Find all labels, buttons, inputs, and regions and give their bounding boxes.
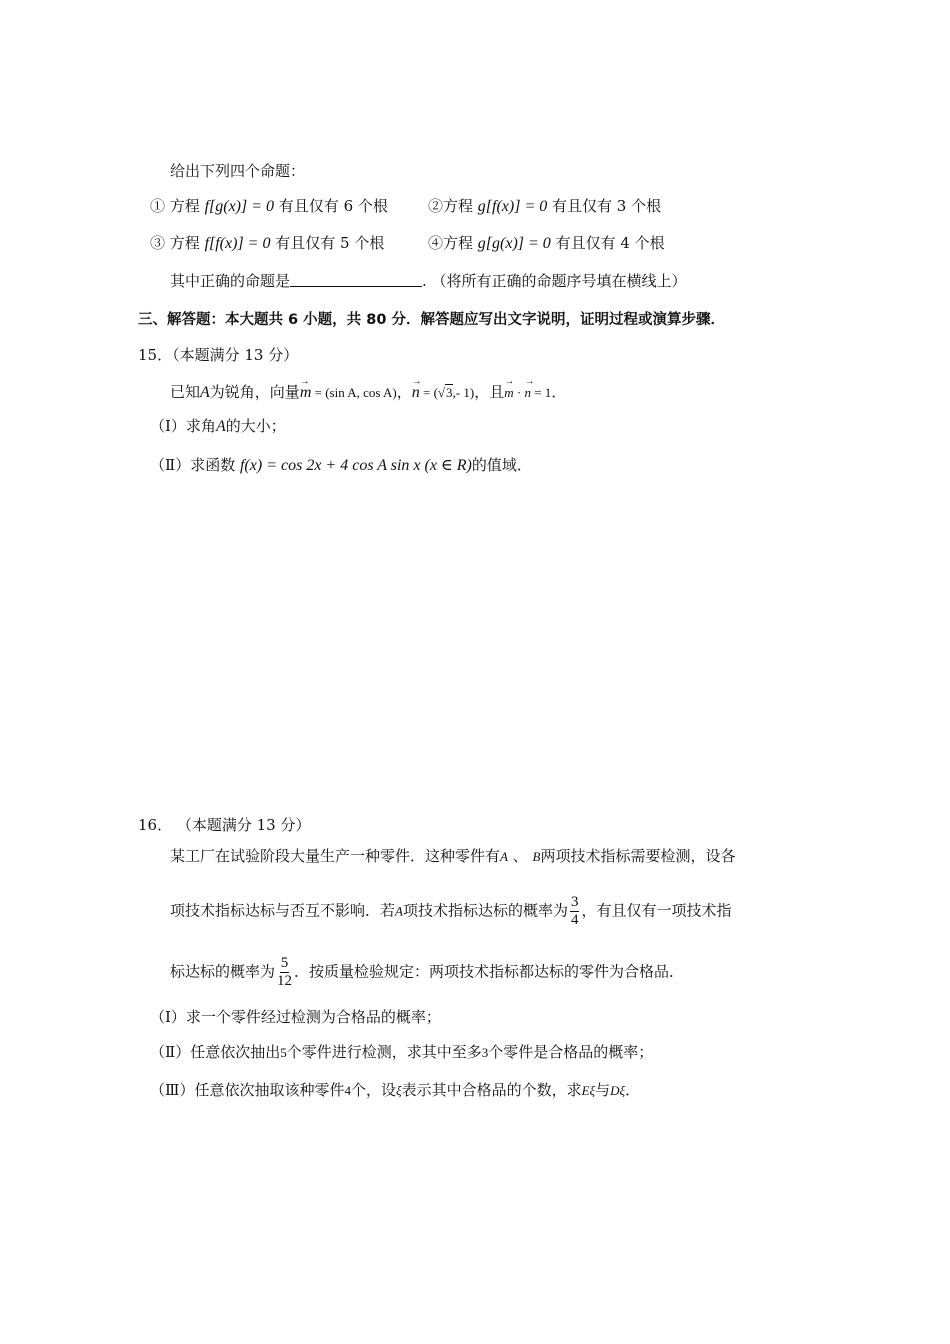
prop4-text: 有且仅有 4 个根 [555, 234, 665, 252]
q16-p3-mid: 个，设 [350, 1081, 396, 1099]
q16-line-3 [170, 955, 684, 990]
q16-p3-variance: Dξ [610, 1083, 626, 1098]
q15-comma: ， [396, 383, 412, 401]
fraction-3-4-denominator: 4 [570, 912, 579, 928]
q16-l1-end: 两项技术指标需要检测，设各 [540, 847, 736, 865]
proposition-3 [150, 233, 384, 254]
q15-stem-pre: 已知 [170, 383, 201, 401]
q16-p2-text: （Ⅱ）任意依次抽出 [150, 1043, 281, 1061]
intro-text: 给出下列四个命题： [170, 162, 306, 180]
q16-var-b: B [532, 849, 541, 864]
vector-m-value: = (sin A, cos A) [311, 385, 397, 400]
q15-part2-expr: f(x) = cos 2x + 4 cos A sin x (x ∈ R) [239, 457, 472, 474]
q16-part1: （Ⅰ）求一个零件经过检测为合格品的概率； [150, 1008, 441, 1026]
q16-p3-expectation: Eξ [581, 1083, 596, 1098]
q16-l2-end: ，有且仅有一项技术指 [581, 901, 732, 920]
vector-n-open: = ( [419, 385, 438, 400]
prop4-expr: g[g(x)] = 0 [477, 235, 551, 252]
q16-p2-max: 3 [481, 1045, 489, 1060]
q16-p2-count: 5 [280, 1045, 287, 1060]
q15-stem-mid: 为锐角，向量 [209, 383, 300, 401]
fraction-3-4-numerator: 3 [570, 894, 579, 910]
section-heading: 三、解答题：本大题共 6 小题，共 80 分．解答题应写出文字说明，证明过程或演算步骤． [138, 312, 725, 328]
fraction-5-12 [277, 955, 292, 990]
q15-stem [170, 382, 566, 403]
prop2-expr: g[f(x)] = 0 [477, 198, 548, 215]
prop1-text: 有且仅有 6 个根 [278, 197, 388, 215]
q16-sep: 、 [512, 847, 528, 865]
q15-part1 [150, 416, 286, 437]
q16-l2-mid: 项技术指标达标的概率为 [402, 901, 568, 920]
q16-l2-var-a: A [395, 903, 403, 919]
q15-end: ． [551, 383, 567, 401]
dot-operator: · [513, 385, 525, 400]
prop4-label: ④方程 [428, 234, 474, 252]
q16-l1-text: 某工厂在试验阶段大量生产一种零件．这种零件有 [170, 847, 501, 865]
q16-l2-text: 项技术指标达标与否互不影响．若 [170, 901, 396, 920]
q16-number: 16． [138, 816, 173, 834]
prop1-expr: f[g(x)] = 0 [204, 198, 275, 215]
q15-part1-end: 的大小； [225, 417, 286, 435]
q16-line-1 [170, 846, 736, 867]
q15-points: （本题满分 13 分） [172, 346, 299, 364]
proposition-4 [428, 233, 665, 254]
q16-header [138, 815, 311, 835]
q15-part1-var: A [215, 418, 226, 435]
q16-part3 [150, 1080, 640, 1101]
q16-part2 [150, 1042, 653, 1063]
vector-n-close: ,- 1) [452, 385, 475, 400]
q16-l3-text: 标达标的概率为 [170, 962, 276, 981]
prop2-text: 有且仅有 3 个根 [552, 197, 662, 215]
vector-n-dot: → n [524, 383, 531, 403]
q15-part2 [150, 455, 532, 476]
q16-var-a: A [500, 849, 508, 864]
prop3-label: ③ 方程 [150, 234, 200, 252]
fraction-5-12-numerator: 5 [280, 955, 289, 971]
q15-header [138, 345, 298, 365]
q15-var-a: A [200, 384, 210, 401]
q16-line-2 [170, 894, 732, 929]
q15-cond-pre: ，且 [474, 383, 505, 401]
fraction-3-4 [570, 894, 580, 929]
prop2-label: ②方程 [428, 197, 474, 215]
q16-p3-count: 4 [344, 1083, 351, 1098]
q16-p3-and: 与 [595, 1081, 611, 1099]
vector-m: → m [300, 383, 312, 403]
fraction-5-12-denominator: 12 [277, 973, 293, 989]
q16-p3-xi: ξ [395, 1083, 402, 1098]
q16-l3-end: ．按质量检验规定：两项技术指标都达标的零件为合格品． [294, 962, 685, 981]
answer-prompt: 其中正确的命题是 [170, 272, 291, 290]
sqrt-3-radicand: 3 [446, 385, 453, 400]
prop3-expr: f[f(x)] = 0 [204, 235, 271, 252]
answer-line [170, 271, 687, 291]
q15-part2-end: 的值域． [471, 456, 532, 474]
q16-p3-end: ． [625, 1081, 641, 1099]
prop3-text: 有且仅有 5 个根 [275, 234, 385, 252]
answer-blank[interactable] [290, 272, 422, 287]
q16-p2-mid: 个零件进行检测，求其中至多 [286, 1043, 482, 1061]
sqrt-3: √3 [437, 385, 453, 400]
prop1-label: ① 方程 [150, 197, 200, 215]
q15-part1-text: （Ⅰ）求角 [150, 417, 216, 435]
vector-m-dot: → m [504, 383, 513, 403]
q15-number: 15． [138, 346, 173, 364]
answer-note: . （将所有正确的命题序号填在横线上） [422, 272, 687, 290]
q16-points: （本题满分 13 分） [176, 816, 311, 834]
vector-n: → n [412, 383, 420, 403]
q16-p2-end: 个零件是合格品的概率； [488, 1043, 654, 1061]
q16-p3-mid2: 表示其中合格品的个数，求 [401, 1081, 582, 1099]
proposition-2 [428, 196, 661, 217]
q15-part2-text: （Ⅱ）求函数 [150, 456, 236, 474]
q16-p3-text: （Ⅲ）任意依次抽取该种零件 [150, 1081, 345, 1099]
q15-cond-post: = 1 [530, 385, 552, 400]
proposition-1 [150, 196, 388, 217]
